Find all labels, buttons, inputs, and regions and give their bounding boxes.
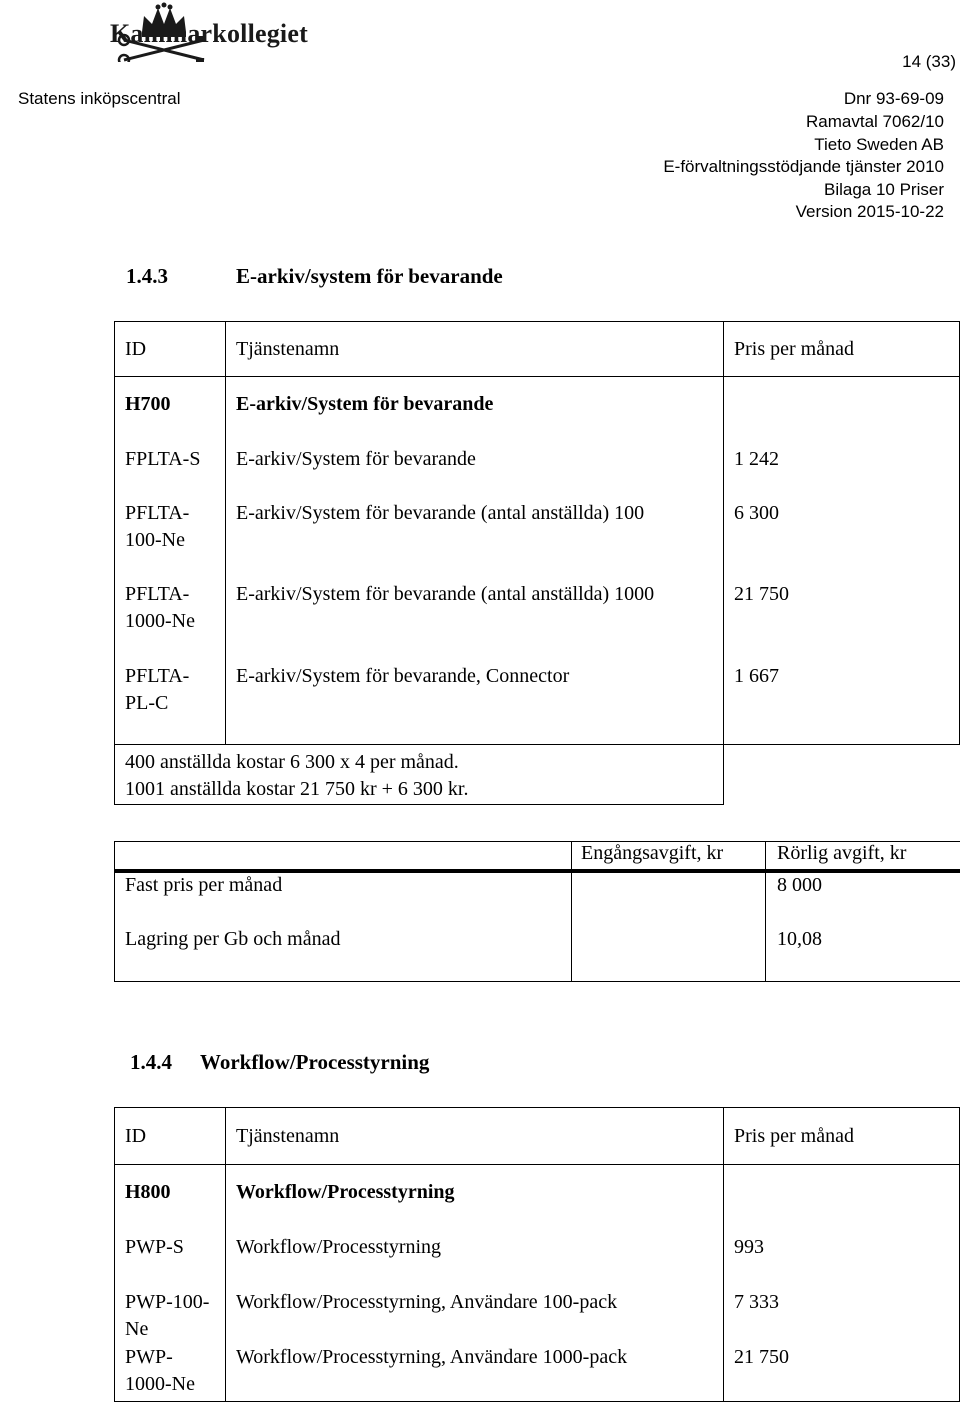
price-table-e-arkiv — [114, 321, 960, 805]
table-row — [115, 1289, 960, 1344]
row-id: PFLTA-1000-Ne — [115, 581, 226, 663]
table-row — [115, 663, 960, 745]
group-id: H700 — [115, 391, 226, 446]
row-id: FPLTA-S — [115, 446, 226, 500]
appendix: Bilaga 10 Priser — [823, 180, 944, 199]
row-name: Workflow/Processtyrning, Användare 100-pack — [226, 1289, 724, 1344]
row-price: 6 300 — [724, 500, 960, 581]
table-row — [115, 581, 960, 663]
row-name: E-arkiv/System för bevarande, Connector — [226, 663, 724, 745]
row-price: 1 667 — [724, 663, 960, 745]
row-name: Workflow/Processtyrning — [226, 1234, 724, 1289]
fee-header-variable: Rörlig avgift, kr — [777, 842, 907, 864]
row-name: Workflow/Processtyrning, Användare 1000-pack — [226, 1344, 724, 1402]
row-id: PFLTA-PL-C — [115, 663, 226, 745]
page-number: 14 (33) — [902, 52, 956, 71]
version: Version 2015-10-22 — [795, 202, 944, 221]
price-table-workflow — [114, 1107, 960, 1402]
row-id: PWP-S — [115, 1234, 226, 1289]
fee-header-one-time: Engångsavgift, kr — [581, 842, 724, 864]
group-name: Workflow/Processtyrning — [226, 1179, 724, 1234]
note-line: 400 anställda kostar 6 300 x 4 per månad. — [125, 751, 459, 773]
group-name: E-arkiv/System för bevarande — [226, 391, 724, 446]
fee-row-variable: 8 000 — [777, 874, 822, 896]
fee-row-variable: 10,08 — [777, 928, 822, 950]
column-header-service: Tjänstenamn — [226, 1108, 724, 1165]
row-id: PFLTA-100-Ne — [115, 500, 226, 581]
table-header-row — [115, 1108, 960, 1165]
table-notes-row — [115, 745, 960, 805]
table-header-row — [115, 322, 960, 377]
column-header-service: Tjänstenamn — [226, 322, 724, 377]
column-header-price: Pris per månad — [724, 1108, 960, 1165]
agreement-name: E-förvaltningsstödjande tjänster 2010 — [663, 157, 944, 176]
row-price: 7 333 — [724, 1289, 960, 1344]
row-id: PWP-100-Ne — [115, 1289, 226, 1344]
brand-name: Kammarkollegiet — [110, 19, 308, 48]
section-number: 1.4.4 — [130, 1050, 172, 1074]
organization-name: Statens inköpscentral — [18, 89, 181, 108]
section-title: Workflow/Processtyrning — [200, 1050, 430, 1074]
table-group-row — [115, 1179, 960, 1234]
fee-row-label: Lagring per Gb och månad — [125, 928, 341, 950]
pricing-notes — [115, 745, 724, 805]
column-header-id: ID — [115, 322, 226, 377]
dnr: Dnr 93-69-09 — [843, 89, 944, 108]
row-price: 21 750 — [724, 581, 960, 663]
section-heading-1-4-3 — [126, 264, 503, 289]
row-name: E-arkiv/System för bevarande (antal anställda) 100 — [226, 500, 724, 581]
section-heading-1-4-4 — [130, 1050, 429, 1075]
column-header-price: Pris per månad — [724, 322, 960, 377]
section-number: 1.4.3 — [126, 264, 168, 288]
table-row — [115, 446, 960, 500]
row-name: E-arkiv/System för bevarande (antal anställda) 1000 — [226, 581, 724, 663]
row-price: 1 242 — [724, 446, 960, 500]
table-row — [115, 500, 960, 581]
table-group-row — [115, 391, 960, 446]
fee-table — [114, 841, 960, 982]
table-row — [115, 1344, 960, 1402]
note-line: 1001 anställda kostar 21 750 kr + 6 300 kr. — [125, 778, 469, 800]
fee-row-label: Fast pris per månad — [125, 874, 283, 896]
section-title: E-arkiv/system för bevarande — [236, 264, 503, 288]
group-id: H800 — [115, 1179, 226, 1234]
ramavtal: Ramavtal 7062/10 — [806, 112, 944, 131]
column-header-id: ID — [115, 1108, 226, 1165]
row-price: 993 — [724, 1234, 960, 1289]
row-id: PWP-1000-Ne — [115, 1344, 226, 1402]
row-name: E-arkiv/System för bevarande — [226, 446, 724, 500]
row-price: 21 750 — [724, 1344, 960, 1402]
supplier: Tieto Sweden AB — [814, 135, 944, 154]
table-row — [115, 1234, 960, 1289]
